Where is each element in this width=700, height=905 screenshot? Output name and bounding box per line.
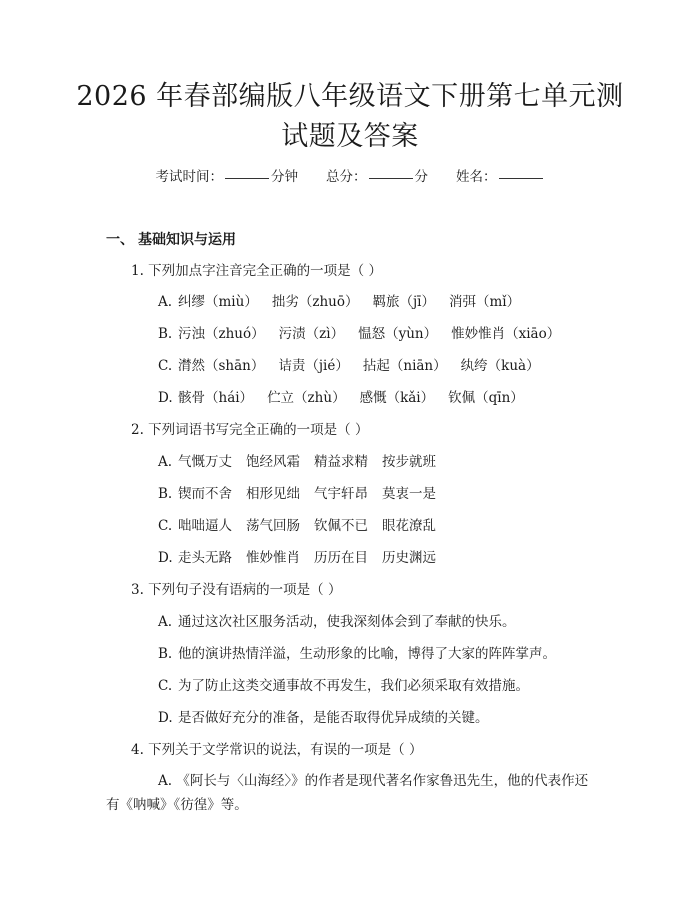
score-blank [369, 178, 413, 179]
option-item: 纨绔（kuà） [460, 358, 540, 374]
option-item: 潸然（shān） [178, 358, 265, 374]
option-item: 消弭（mǐ） [448, 294, 521, 310]
option-item: 骸骨（hái） [178, 390, 254, 406]
option-text: 他的演讲热情洋溢，生动形象的比喻，博得了大家的阵阵掌声。 [178, 646, 556, 662]
q3-option-b [158, 644, 556, 664]
q2-option-d [158, 548, 450, 568]
option-item: 历史渊远 [382, 550, 436, 566]
q1-option-a [158, 292, 534, 312]
option-letter: A. [158, 614, 173, 630]
time-blank [225, 178, 269, 179]
q1-option-c [158, 356, 554, 376]
option-text: 为了防止这类交通事故不再发生，我们必须采取有效措施。 [178, 678, 529, 694]
option-letter: B. [158, 486, 173, 502]
option-item: 走头无路 [178, 550, 232, 566]
q4-option-a: A. 《阿长与〈山海经〉》的作者是现代著名作家鲁迅先生，他的代表作还有《呐喊》《彷徨》等。 [106, 773, 589, 813]
option-letter: B. [158, 326, 173, 342]
option-letter: B. [158, 646, 173, 662]
option-text: 通过这次社区服务活动，使我深刻体会到了奉献的快乐。 [178, 614, 516, 630]
option-item: 惟妙惟肖（xiāo） [451, 326, 561, 342]
option-item: 气宇轩昂 [314, 486, 368, 502]
time-unit: 分钟 [271, 169, 298, 185]
name-blank [499, 178, 543, 179]
q3-option-c [158, 676, 529, 696]
option-item: 气慨万丈 [178, 454, 232, 470]
option-letter: D. [158, 550, 173, 566]
option-letter: A. [158, 294, 173, 310]
exam-meta [0, 167, 700, 187]
option-item: 锲而不舍 [178, 486, 232, 502]
option-item: 惟妙惟肖 [246, 550, 300, 566]
option-item: 纠缪（miù） [178, 294, 258, 310]
page-title: 2026 年春部编版八年级语文下册第七单元测 [76, 81, 624, 112]
option-item: 历历在目 [314, 550, 368, 566]
option-item: 相形见绌 [246, 486, 300, 502]
option-item: 饱经风霜 [246, 454, 300, 470]
option-item: 诘责（jié） [278, 358, 349, 374]
option-item: 钦佩（qīn） [448, 390, 524, 406]
option-letter: C. [158, 358, 173, 374]
option-letter: D. [158, 710, 173, 726]
option-letter: C. [158, 518, 173, 534]
q2-option-b [158, 484, 450, 504]
question-3: 3. 下列句子没有语病的一项是（ ） [131, 582, 342, 598]
option-item: 钦佩不已 [314, 518, 368, 534]
option-item: 拙劣（zhuō） [271, 294, 359, 310]
option-text: 是否做好充分的准备，是能否取得优异成绩的关键。 [178, 710, 489, 726]
q1-option-d [158, 388, 538, 408]
q2-option-a [158, 452, 450, 472]
question-2: 2. 下列词语书写完全正确的一项是（ ） [131, 422, 369, 438]
option-item: 咄咄逼人 [178, 518, 232, 534]
time-label: 考试时间： [155, 169, 223, 185]
question-4: 4. 下列关于文学常识的说法，有误的一项是（ ） [131, 742, 423, 758]
section-number: 一、 [106, 232, 134, 248]
page-title-continued: 试题及答案 [281, 121, 419, 152]
option-item: 精益求精 [314, 454, 368, 470]
score-label: 总分： [326, 169, 367, 185]
name-label: 姓名： [456, 169, 497, 185]
option-item: 污浊（zhuó） [178, 326, 265, 342]
section-title: 基础知识与运用 [138, 232, 236, 248]
q3-option-d [158, 708, 489, 728]
option-item: 按步就班 [382, 454, 436, 470]
score-unit: 分 [414, 169, 428, 185]
option-item: 眼花潦乱 [382, 518, 436, 534]
option-item: 感慨（kǎi） [359, 390, 435, 406]
question-1: 1. 下列加点字注音完全正确的一项是（ ） [131, 263, 382, 279]
q3-option-a [158, 612, 516, 632]
option-item: 拈起（niān） [362, 358, 447, 374]
option-letter: C. [158, 678, 173, 694]
option-item: 伫立（zhù） [267, 390, 346, 406]
option-item: 污渍（zì） [278, 326, 345, 342]
option-letter: D. [158, 390, 173, 406]
option-item: 荡气回肠 [246, 518, 300, 534]
q2-option-c [158, 516, 450, 536]
option-item: 愠怒（yùn） [358, 326, 438, 342]
section-heading [106, 230, 236, 250]
option-item: 莫衷一是 [382, 486, 436, 502]
q1-option-b [158, 324, 574, 344]
option-letter: A. [158, 454, 173, 470]
option-item: 羁旅（jī） [372, 294, 435, 310]
